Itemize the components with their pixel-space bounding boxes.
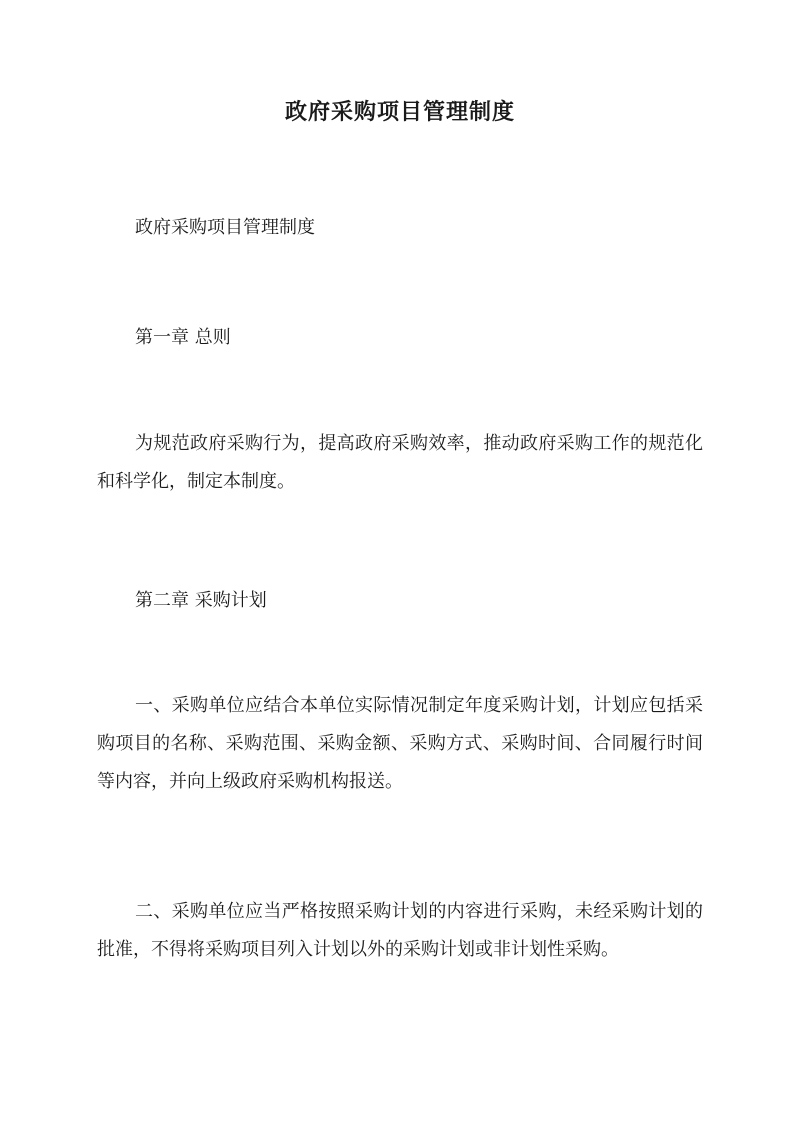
clause-2-paragraph: 二、采购单位应当严格按照采购计划的内容进行采购，未经采购计划的批准，不得将采购项目列入计划以外的采购计划或非计划性采购。 <box>97 901 703 960</box>
document-title: 政府采购项目管理制度 <box>284 99 515 125</box>
intro-paragraph: 为规范政府采购行为，提高政府采购效率，推动政府采购工作的规范化和科学化，制定本制度。 <box>97 433 703 492</box>
chapter-2-heading: 第二章 采购计划 <box>135 590 267 611</box>
clause-1-paragraph: 一、采购单位应结合本单位实际情况制定年度采购计划，计划应包括采购项目的名称、采购范围、采购金额、采购方式、采购时间、合同履行时间等内容，并向上级政府采购机构报送。 <box>97 695 703 792</box>
chapter-1-heading: 第一章 总则 <box>135 327 231 348</box>
document-subtitle: 政府采购项目管理制度 <box>135 217 315 238</box>
